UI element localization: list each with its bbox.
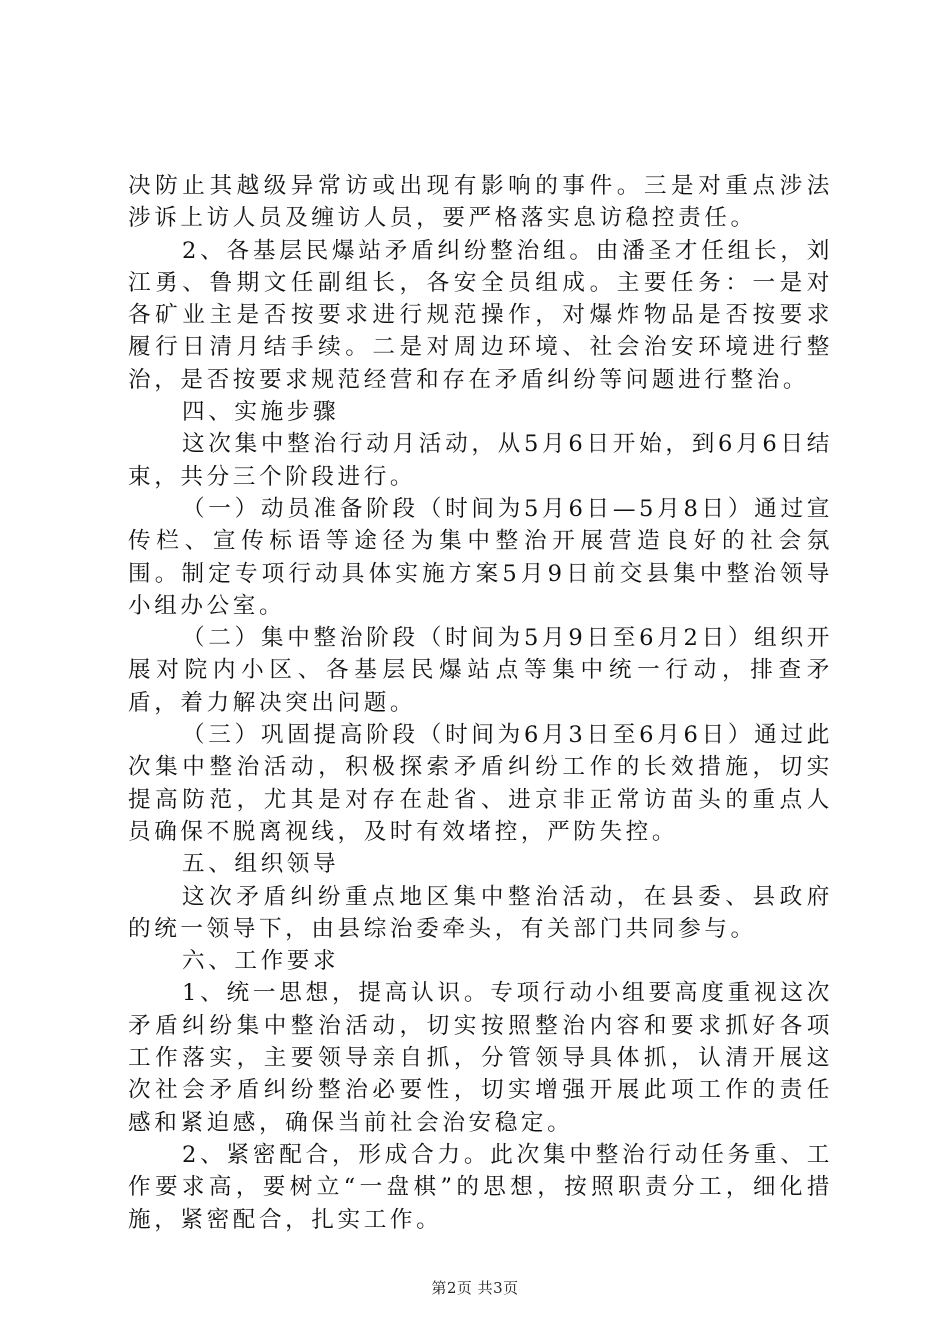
paragraph-stage-1: （一）动员准备阶段（时间为5月6日—5月8日）通过宣传栏、宣传标语等途径为集中整治开展营造良好的社会氛围。制定专项行动具体实施方案5月9日前交县集中整治领导小组办公室。 bbox=[128, 495, 833, 619]
paragraph-requirement-1: 1、统一思想，提高认识。专项行动小组要高度重视这次矛盾纠纷集中整治活动，切实按照整治内容和要求抓好各项工作落实，主要领导亲自抓，分管领导具体抓，认清开展这次社会矛盾纠纷整治必要性，切实增强开展此项工作的责任感和紧迫感，确保当前社会治安稳定。 bbox=[128, 980, 833, 1136]
paragraph-requirement-2: 2、紧密配合，形成合力。此次集中整治行动任务重、工作要求高，要树立“一盘棋”的思想，按照职责分工，细化措施，紧密配合，扎实工作。 bbox=[128, 1141, 833, 1233]
section-heading-steps: 四、实施步骤 bbox=[182, 399, 340, 426]
section-heading-leadership: 五、组织领导 bbox=[182, 851, 340, 878]
paragraph-leadership: 这次矛盾纠纷重点地区集中整治活动，在县委、县政府的统一领导下，由县综治委牵头，有关部门共同参与。 bbox=[128, 883, 833, 942]
paragraph-stage-2: （二）集中整治阶段（时间为5月9日至6月2日）组织开展对院内小区、各基层民爆站点等集中统一行动，排查矛盾，着力解决突出问题。 bbox=[128, 625, 833, 716]
paragraph-stage-3: （三）巩固提高阶段（时间为6月3日至6月6日）通过此次集中整治活动，积极探索矛盾纠纷工作的长效措施，切实提高防范，尤其是对存在赴省、进京非正常访苗头的重点人员确保不脱离视线，及时有效堵控，严防失控。 bbox=[128, 722, 833, 845]
section-heading-requirements: 六、工作要求 bbox=[182, 948, 340, 975]
document-body bbox=[128, 170, 833, 1236]
paragraph-continuation: 决防止其越级异常访或出现有影响的事件。三是对重点涉法涉诉上访人员及缠访人员，要严格落实息访稳控责任。 bbox=[128, 173, 833, 232]
page-footer: 第2页 共3页 bbox=[431, 1279, 519, 1297]
paragraph-schedule: 这次集中整治行动月活动，从5月6日开始，到6月6日结束，共分三个阶段进行。 bbox=[128, 431, 833, 490]
paragraph-minbao-group: 2、各基层民爆站矛盾纠纷整治组。由潘圣才任组长，刘江勇、鲁期文任副组长，各安全员组成。主要任务：一是对各矿业主是否按要求进行规范操作，对爆炸物品是否按要求履行日清月结手续。二是对周边环境、社会治安环境进行整治，是否按要求规范经营和存在矛盾纠纷等问题进行整治。 bbox=[128, 237, 833, 393]
